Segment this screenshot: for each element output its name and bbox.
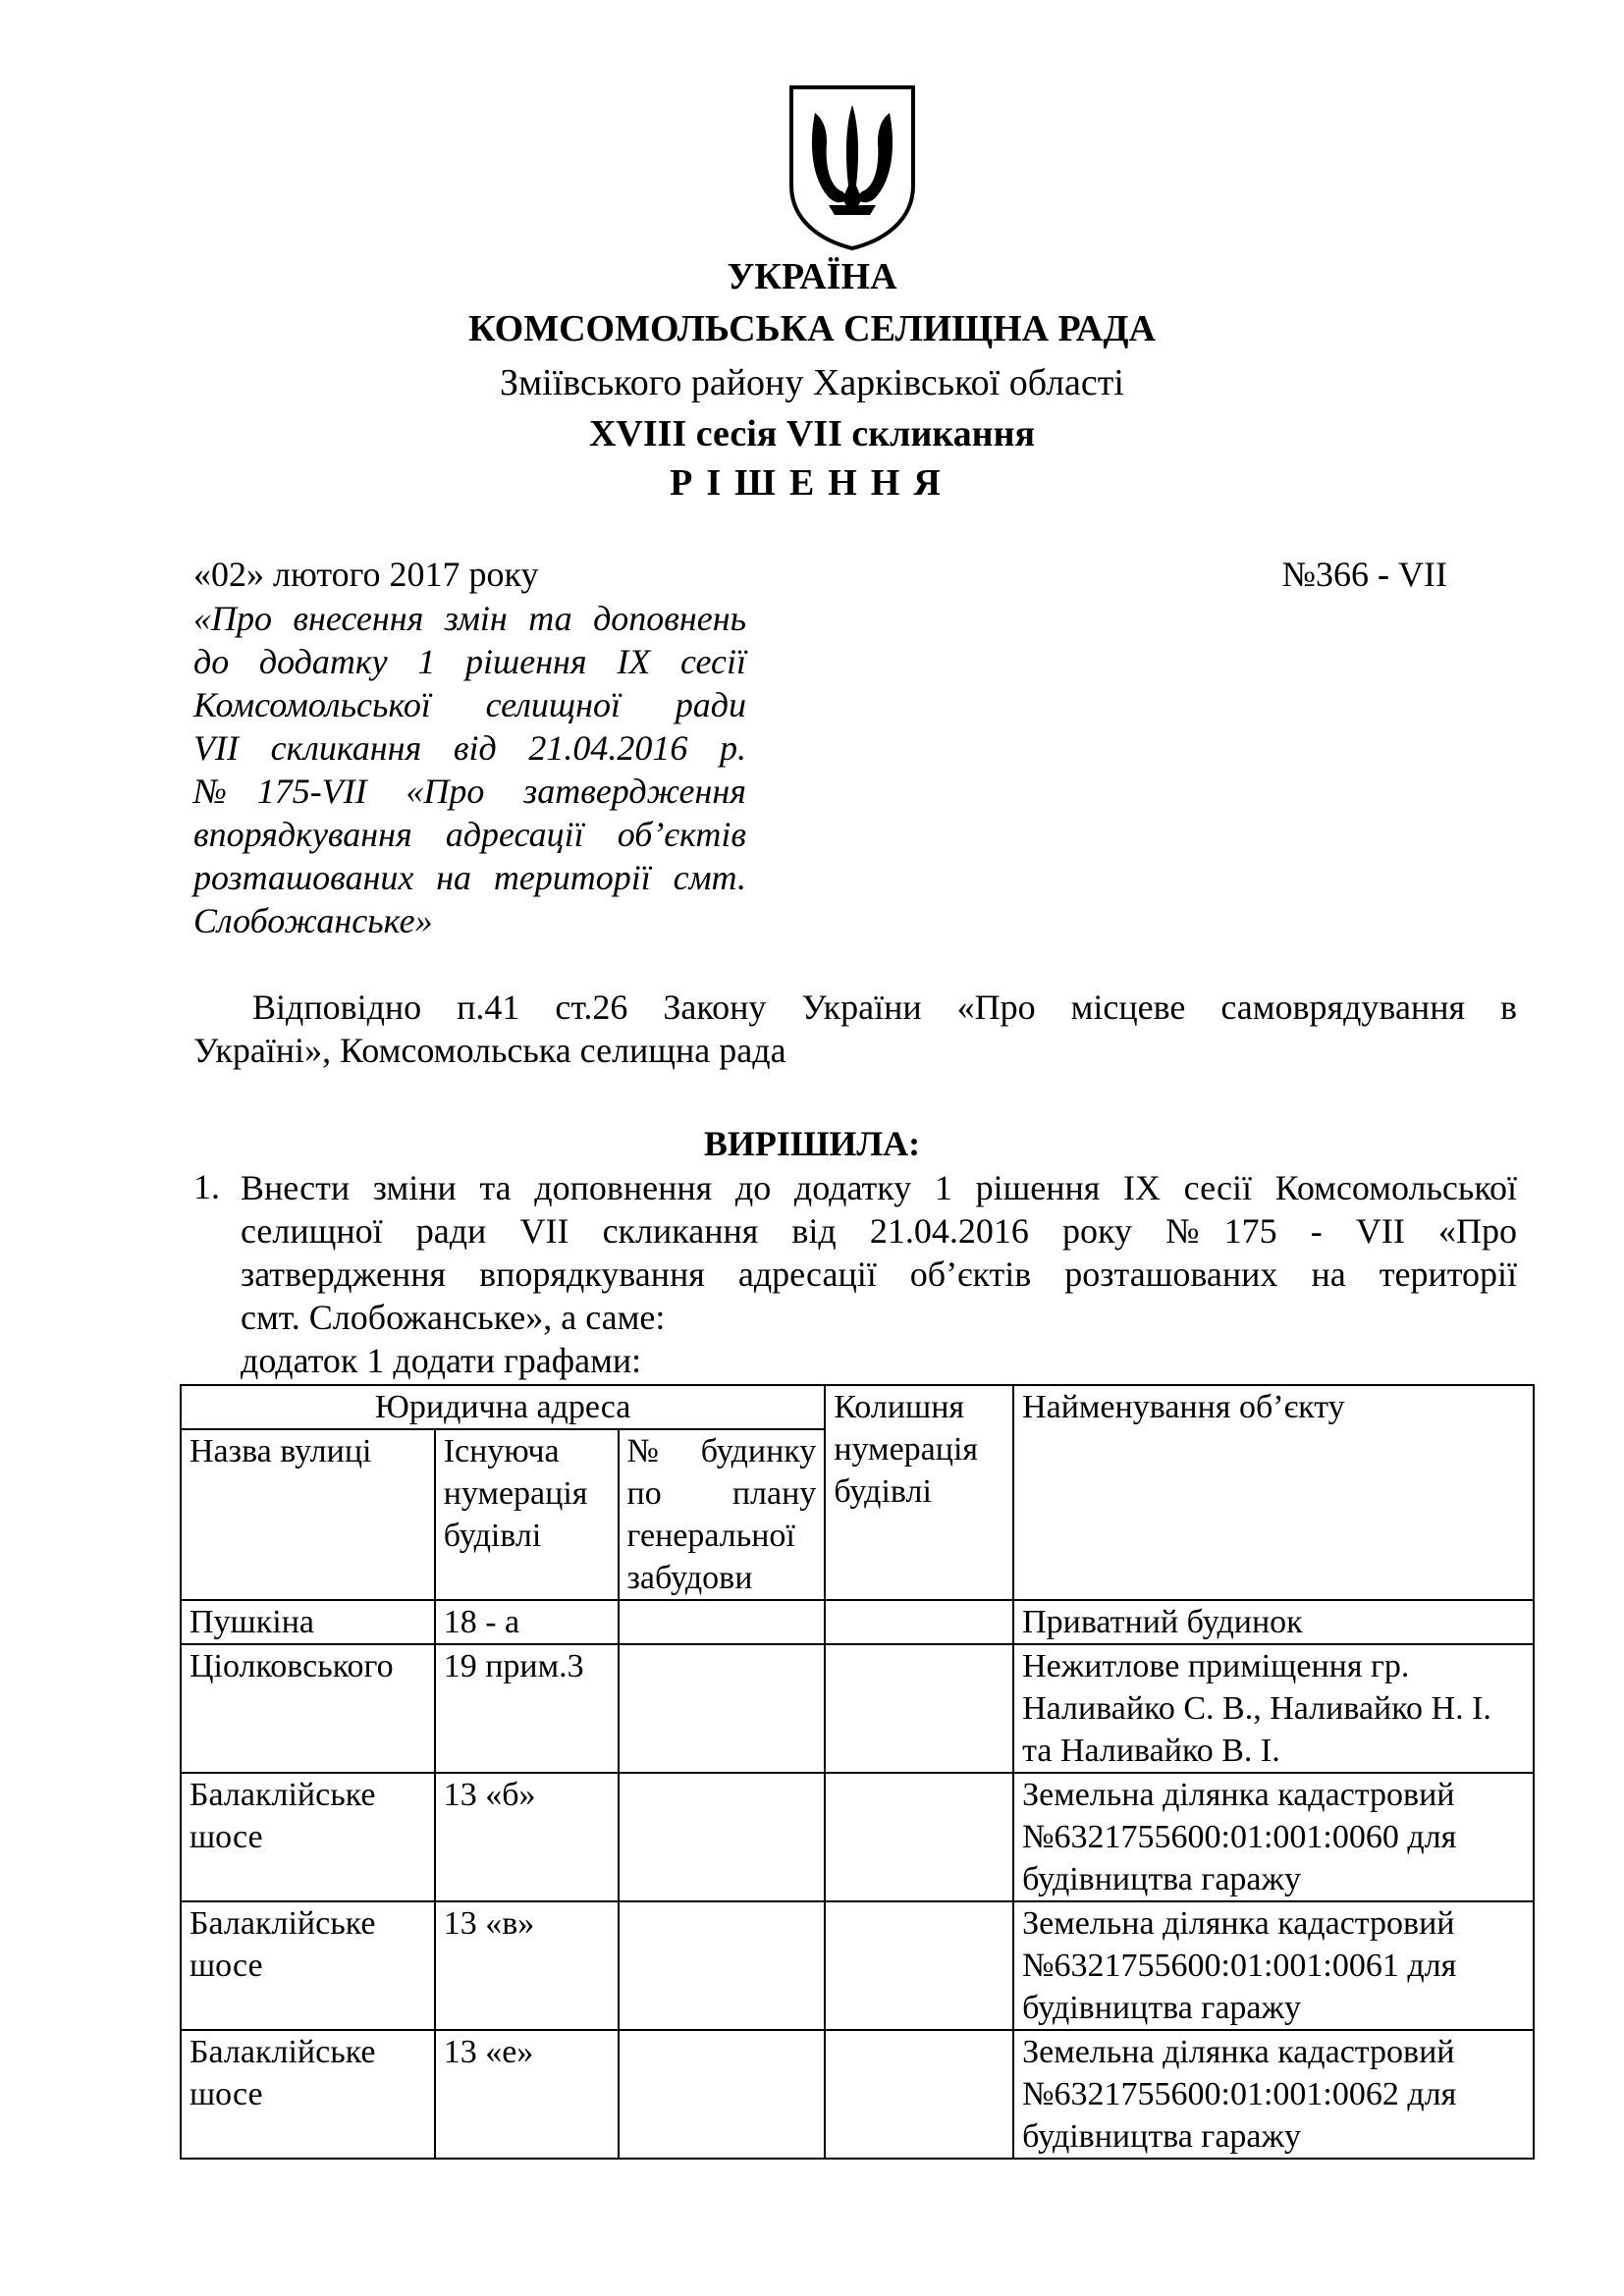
plan-number-cell [619,2030,826,2159]
trident-coat-of-arms-icon [785,83,919,252]
decision-date: «02» лютого 2017 року [193,555,539,594]
plan-number-header: № будинку по плану генеральної забудови [619,1429,826,1600]
former-numbering-header: Колишня нумерація будівлі [825,1385,1013,1600]
existing-numbering-header: Існуюча нумерація будівлі [435,1429,619,1600]
plan-number-cell [619,1773,826,1901]
existing-number-cell: 13 «в» [435,1901,619,2030]
former-number-cell [825,1773,1013,1901]
decision-subject: «Про внесення змін та доповнень до додатку 1 рішення IX сесії Комсомольської селищної ради VII скликання від 21.04.2016 р. №175-VII «Про затвердження впорядкування адресації об’єктів розташованих на території смт. Слобожанське» [193,599,746,940]
existing-number-cell: 18 - а [435,1600,619,1644]
former-number-cell [825,1600,1013,1644]
street-cell: Пушкіна [181,1600,435,1644]
preamble-paragraph: Відповідно п.41 ст.26 Закону України «Про місцеве самоврядування в Україні», Комсомольська селищна рада [193,988,1517,1070]
resolved-heading: ВИРІШИЛА: [703,1124,921,1163]
item-text: Внести зміни та доповнення до додатку 1 рішення IX сесії Комсомольської селищної ради VII скликання від 21.04.2016 року №175 - VII «Про затвердження впорядкування адресації об’єктів розташованих на території смт. Слобожанське», а саме: додаток 1 додати графами: [241,1168,1517,1380]
street-cell: Балаклійське шосе [181,2030,435,2159]
object-name-cell: Земельна ділянка кадастровий №6321755600:01:001:0061 для будівництва гаражу [1013,1901,1534,2030]
session-title: XVIII сесія VII скликання [588,413,1036,454]
former-number-cell [825,1644,1013,1773]
former-number-cell [825,2030,1013,2159]
table-row [181,1600,1534,1644]
street-header: Назва вулиці [181,1429,435,1600]
council-title: КОМСОМОЛЬСЬКА СЕЛИЩНА РАДА [468,308,1156,349]
plan-number-cell [619,1600,826,1644]
table-row [181,1773,1534,1901]
item-number: 1. [193,1167,220,1206]
object-name-cell: Земельна ділянка кадастровий №6321755600:01:001:0060 для будівництва гаражу [1013,1773,1534,1901]
table-row [181,2030,1534,2159]
street-cell: Балаклійське шосе [181,1901,435,2030]
existing-number-cell: 19 прим.3 [435,1644,619,1773]
object-name-cell: Нежитлове приміщення гр. Наливайко С. В., Наливайко Н. І. та Наливайко В. І. [1013,1644,1534,1773]
decision-number: №366 - VII [1281,555,1447,594]
street-cell: Балаклійське шосе [181,1773,435,1901]
table-row [181,1901,1534,2030]
address-table [180,1384,1535,2160]
decision-title: РІШЕННЯ [670,462,954,504]
object-name-cell: Приватний будинок [1013,1600,1534,1644]
existing-number-cell: 13 «е» [435,2030,619,2159]
object-name-header: Найменування об’єкту [1013,1385,1534,1600]
plan-number-cell [619,1644,826,1773]
country-title: УКРАЇНА [727,256,897,297]
former-number-cell [825,1901,1013,2030]
district-subtitle: Зміївського району Харківської області [500,362,1124,403]
plan-number-cell [619,1901,826,2030]
table-header-row [181,1385,1534,1429]
legal-address-header: Юридична адреса [181,1385,825,1429]
object-name-cell: Земельна ділянка кадастровий №6321755600:01:001:0062 для будівництва гаражу [1013,2030,1534,2159]
table-row [181,1644,1534,1773]
street-cell: Ціолковського [181,1644,435,1773]
existing-number-cell: 13 «б» [435,1773,619,1901]
